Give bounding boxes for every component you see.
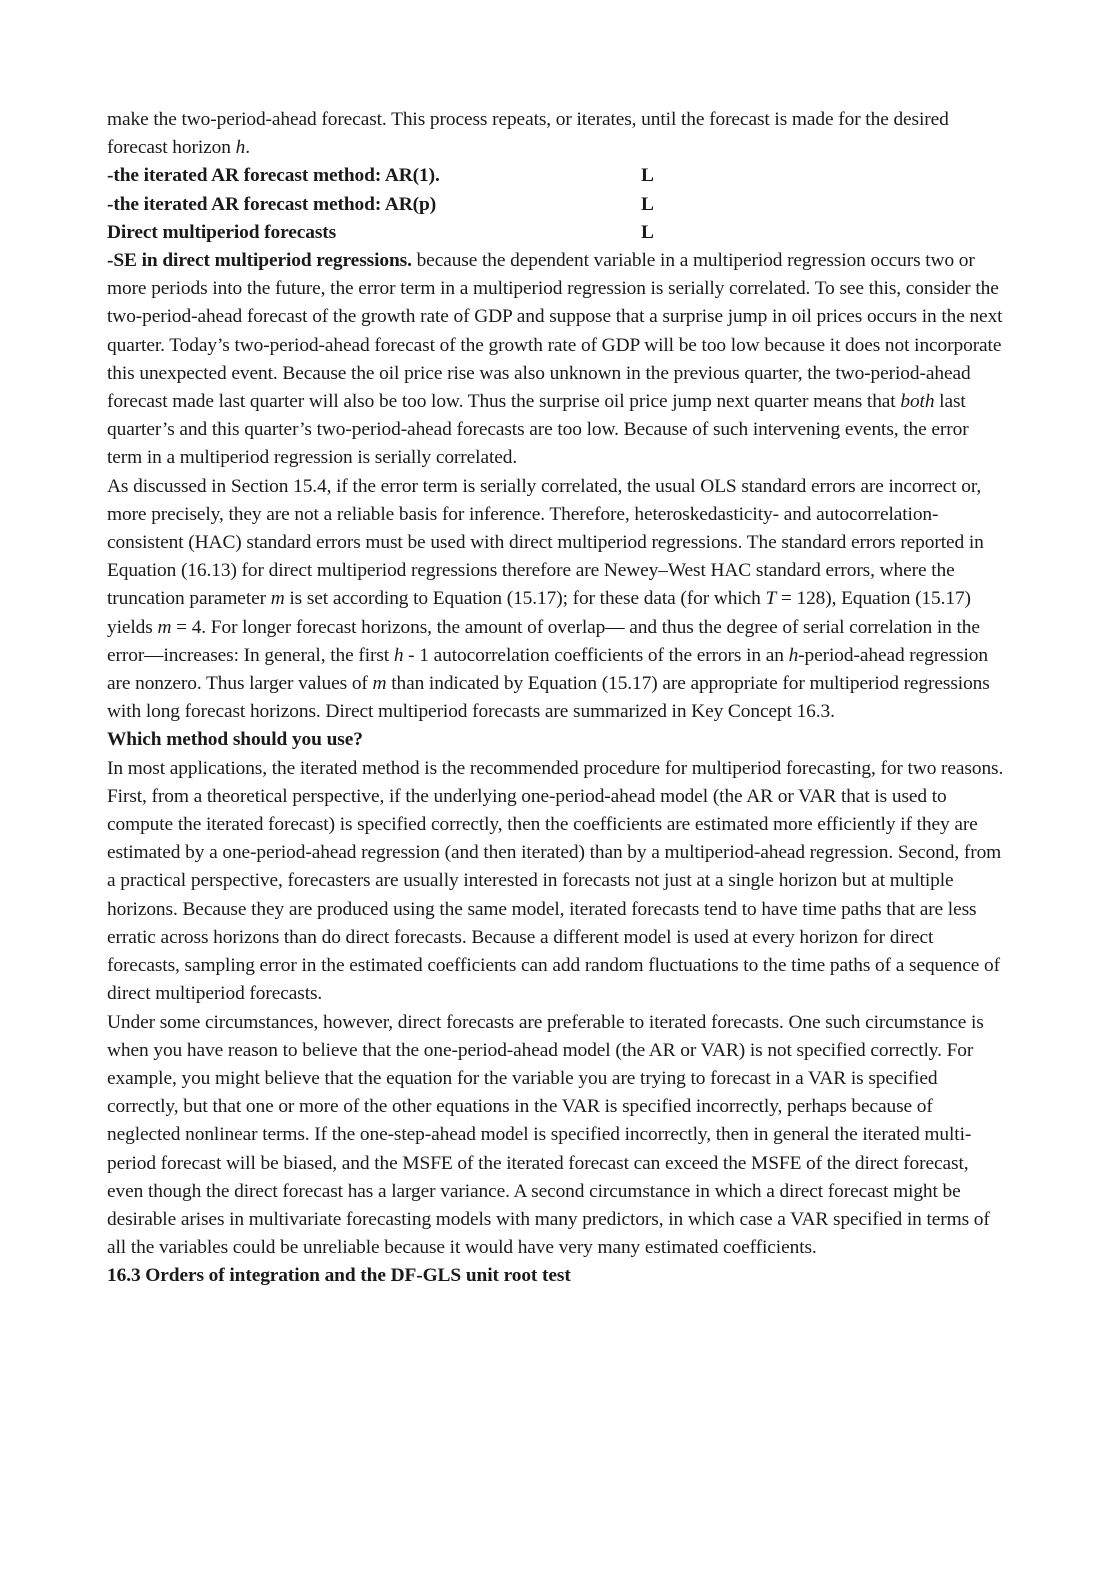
- outline-item-mark: L: [641, 221, 654, 243]
- outline-item-label: Direct multiperiod forecasts: [107, 221, 337, 243]
- se-heading: -SE in direct multiperiod regressions.: [107, 250, 412, 272]
- variable-h: h: [235, 137, 246, 159]
- which-heading: Which method should you use?: [107, 729, 363, 751]
- outline-item-label: -the iterated AR forecast method: AR(1).: [107, 165, 440, 187]
- intro-paragraph: make the two-period-ahead forecast. This process repeats, or iterates, until the forecast is made for the desired forecast horizon h.: [107, 109, 949, 159]
- outline-item-mark: L: [641, 193, 654, 215]
- document-page: [107, 106, 1007, 1291]
- section-heading: 16.3 Orders of integration and the DF-GLS unit root test: [107, 1265, 571, 1287]
- which-paragraph-1: In most applications, the iterated method is the recommended procedure for multiperiod forecasting, for two reasons. First, from a theoretical perspective, if the underlying one-period-ahead model (the AR or VAR that is used to compute the iterated forecast) is specified correctly, then the coefficients are estimated more efficiently if they are estimated by a one-period-ahead regression (and then iterated) than by a multiperiod-ahead regression. Second, from a practical perspective, forecasters are usually interested in forecasts not just at a single horizon but at multiple horizons. Because they are produced using the same model, iterated forecasts tend to have time paths that are less erratic across horizons than do direct forecasts. Because a different model is used at every horizon for direct forecasts, sampling error in the estimated coefficients can add random fluctuations to the time paths of a sequence of direct multiperiod forecasts.: [107, 757, 1004, 1005]
- emphasis-both: both: [900, 391, 935, 413]
- hac-paragraph: As discussed in Section 15.4, if the error term is serially correlated, the usual OLS standard errors are incorrect or, more precisely, they are not a reliable basis for inference. Therefore, heteroskedasticity- and autocorrelation-consistent (HAC) standard errors must be used with direct multiperiod regressions. The standard errors reported in Equation (16.13) for direct multiperiod regressions therefore are Newey–West HAC standard errors, where the truncation parameter m is set according to Equation (15.17); for these data (for which T = 128), Equation (15.17) yields m = 4. For longer forecast horizons, the amount of overlap— and thus the degree of serial correlation in the error—increases: In general, the first h - 1 autocorrelation coefficients of the errors in an h-period-ahead regression are nonzero. Thus larger values of m than indicated by Equation (15.17) are appropriate for multiperiod regressions with long forecast horizons. Direct multiperiod forecasts are summarized in Key Concept 16.3.: [107, 475, 990, 723]
- outline-item: [107, 162, 1007, 190]
- outline-item: [107, 191, 1007, 219]
- which-paragraph-2: Under some circumstances, however, direct forecasts are preferable to iterated forecasts. One such circumstance is when you have reason to believe that the one-period-ahead model (the AR or VAR) is not specified correctly. For example, you might believe that the equation for the variable you are trying to forecast in a VAR is specified correctly, but that one or more of the other equations in the VAR is specified incorrectly, perhaps because of neglected nonlinear terms. If the one-step-ahead model is specified incorrectly, then in general the iterated multi- period forecast will be biased, and the MSFE of the iterated forecast can exceed the MSFE of the direct forecast, even though the direct forecast has a larger variance. A second circumstance in which a direct forecast might be desirable arises in multivariate forecasting models with many predictors, in which case a VAR specified in terms of all the variables could be unreliable because it would have very many estimated coefficients.: [107, 1011, 990, 1259]
- outline-item-mark: L: [641, 165, 654, 187]
- outline-item-label: -the iterated AR forecast method: AR(p): [107, 193, 437, 215]
- se-paragraph: -SE in direct multiperiod regressions. because the dependent variable in a multiperiod regression occurs two or more periods into the future, the error term in a multiperiod regression is serially correlated. To see this, consider the two-period-ahead forecast of the growth rate of GDP and suppose that a surprise jump in oil prices occurs in the next quarter. Today’s two-period-ahead forecast of the growth rate of GDP will be too low because it does not incorporate this unexpected event. Because the oil price rise was also unknown in the previous quarter, the two-period-ahead forecast made last quarter will also be too low. Thus the surprise oil price jump next quarter means that both last quarter’s and this quarter’s two-period-ahead forecasts are too low. Because of such intervening events, the error term in a multiperiod regression is serially correlated.: [107, 250, 1003, 469]
- outline-item: [107, 219, 1007, 247]
